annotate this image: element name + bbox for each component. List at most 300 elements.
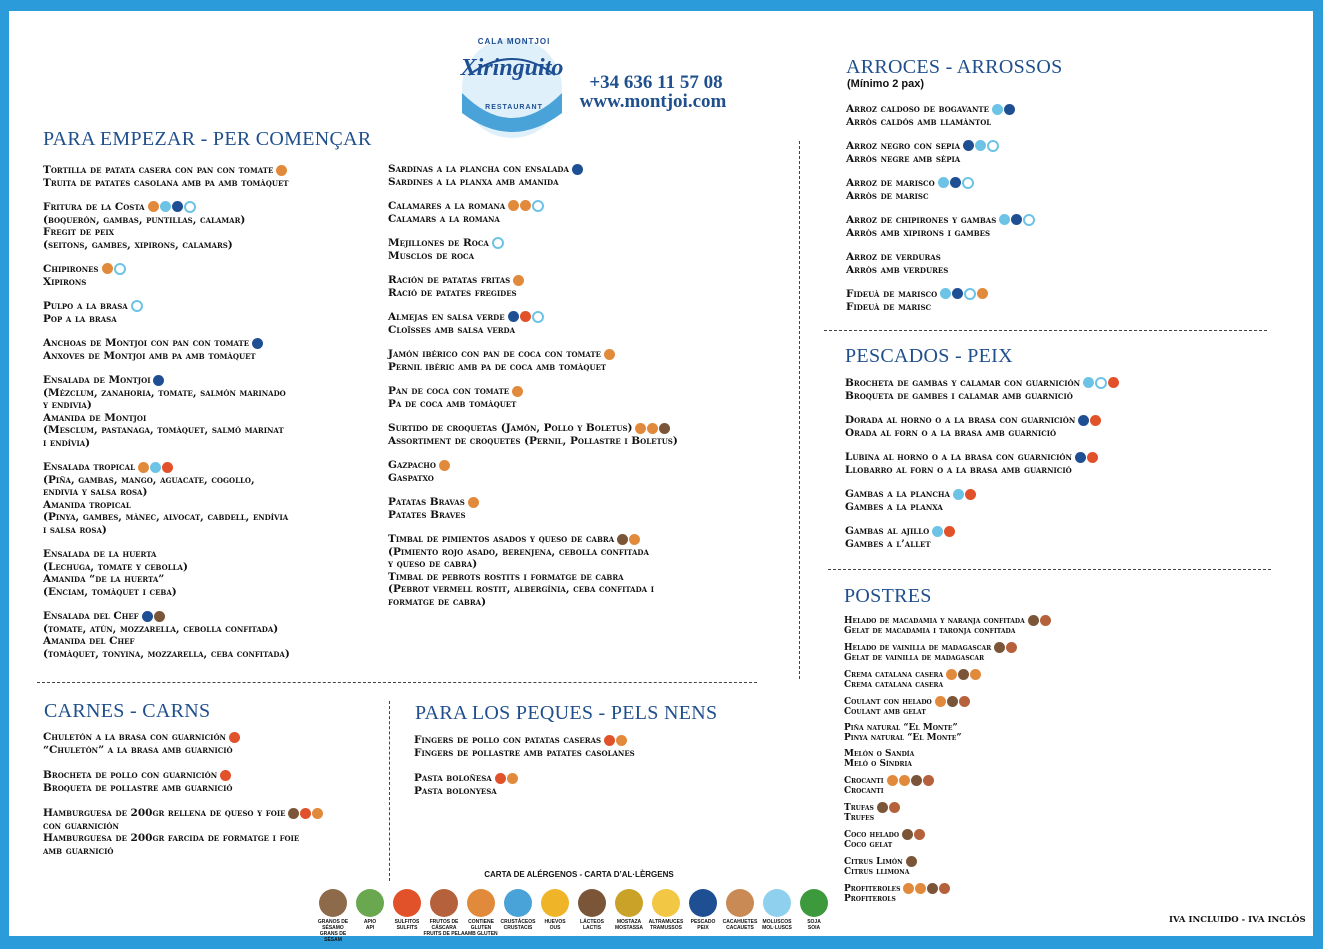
allergen-legend-label-ca: LACTIS xyxy=(582,925,602,931)
menu-item-text: Ensalada de Montjoi xyxy=(43,374,151,386)
menu-item-name xyxy=(388,459,678,472)
allergens-legend xyxy=(311,889,831,943)
section-title-carnes: CARNES - CARNS xyxy=(44,700,211,722)
allergen-icon xyxy=(300,808,311,819)
menu-item-text: Brocheta de pollo con guarnición xyxy=(43,769,218,781)
menu-item xyxy=(43,731,323,756)
logo-top-text: CALA MONTJOI xyxy=(477,37,551,46)
menu-item xyxy=(844,883,1051,904)
allergen-icon xyxy=(288,808,299,819)
menu-item-text: Truita de patates casolana amb pa amb tomàquet xyxy=(43,176,289,189)
allergen-icons xyxy=(877,802,900,813)
menu-item-text: i endívia) xyxy=(43,436,91,449)
logo-name: Xiringuito xyxy=(460,55,564,81)
menu-item-text: Coulant amb gelat xyxy=(844,707,926,717)
allergen-legend-icon xyxy=(541,889,569,917)
menu-item-name xyxy=(414,734,635,747)
allergen-icons xyxy=(153,375,164,386)
menu-item-line xyxy=(43,399,290,412)
menu-item-text: Fideuà de marisc xyxy=(846,300,932,313)
menu-item xyxy=(845,488,1119,513)
allergen-icons xyxy=(902,829,925,840)
allergen-legend-label-ca: CRUSTACIS xyxy=(503,925,533,931)
allergen-icon xyxy=(495,773,506,784)
menu-item-text: formatge de cabra) xyxy=(388,595,487,608)
menu-item-name xyxy=(846,140,1035,153)
menu-item xyxy=(388,385,678,410)
allergen-icons xyxy=(138,462,173,473)
menu-item xyxy=(43,300,290,325)
menu-item-text: Gelat de vainilla de madagascar xyxy=(844,653,985,663)
allergen-legend-label: GRANOS DE SÉSAMO xyxy=(317,919,349,931)
allergen-legend-label-ca: MOL·LUSCS xyxy=(762,925,792,931)
allergen-legend-label: CACAHUETES xyxy=(722,919,758,925)
divider-vertical xyxy=(799,141,800,679)
menu-item xyxy=(388,496,678,521)
allergen-icons xyxy=(938,177,974,189)
allergen-legend-icon xyxy=(504,889,532,917)
menu-item xyxy=(844,615,1051,636)
menu-item xyxy=(845,525,1119,550)
menu-item-line xyxy=(388,558,678,571)
allergen-icons xyxy=(508,200,544,212)
menu-item-name xyxy=(43,731,323,744)
menu-item-line xyxy=(844,840,1051,850)
menu-item-name xyxy=(43,263,290,276)
menu-item-text: Meló o Síndria xyxy=(844,759,912,769)
menu-item xyxy=(388,311,678,336)
menu-item-text: (Piña, gambas, mango, aguacate, cogollo, xyxy=(43,473,255,486)
allergen-icon xyxy=(962,177,974,189)
menu-item xyxy=(846,177,1035,202)
allergen-icon xyxy=(1006,642,1017,653)
menu-item-text: Gaspatxo xyxy=(388,471,434,484)
menu-item-line xyxy=(388,361,678,374)
menu-item-text: Gazpacho xyxy=(388,459,436,471)
menu-item-line xyxy=(43,313,290,326)
menu-item-text: amb guarnició xyxy=(43,844,114,857)
menu-item-name xyxy=(844,829,1051,840)
allergen-icon xyxy=(468,497,479,508)
allergen-icon xyxy=(906,856,917,867)
allergen-icon xyxy=(229,732,240,743)
allergen-icon xyxy=(252,338,263,349)
allergen-icon xyxy=(1004,104,1015,115)
allergen-icons xyxy=(495,773,518,784)
allergen-icon xyxy=(952,288,963,299)
menu-item-name xyxy=(43,610,290,623)
menu-item xyxy=(43,263,290,288)
allergen-icons xyxy=(513,275,524,286)
menu-item-name xyxy=(844,802,1051,813)
menu-item xyxy=(388,533,678,608)
menu-item-line xyxy=(43,239,290,252)
allergen-legend-label: LÁCTEOS xyxy=(580,919,604,925)
menu-item-text: Profiteroles xyxy=(844,884,901,894)
allergen-legend-icon xyxy=(800,889,828,917)
allergen-legend-label-ca: TRAMUSSOS xyxy=(650,925,682,931)
menu-item-text: Ració de patates fregides xyxy=(388,286,517,299)
menu-item-text: Coulant con helado xyxy=(844,697,932,707)
section-title-arroces: ARROCES - ARROSSOS xyxy=(846,56,1063,78)
menu-item-line xyxy=(388,287,678,300)
menu-item xyxy=(844,856,1051,877)
allergen-icon xyxy=(987,140,999,152)
menu-item-name xyxy=(43,374,290,387)
logo xyxy=(449,33,575,143)
menu-item-text: Crema catalana casera xyxy=(844,670,944,680)
menu-item-line xyxy=(388,472,678,485)
allergen-icons xyxy=(604,349,615,360)
menu-item-text: Arroz de chipirones y gambas xyxy=(846,214,997,226)
allergen-icon xyxy=(512,386,523,397)
menu-item-line xyxy=(43,424,290,437)
menu-item-line xyxy=(43,511,290,524)
menu-item-text: Amanida de Montjoi xyxy=(43,411,147,424)
menu-item xyxy=(414,734,635,759)
allergen-icons xyxy=(1075,452,1098,463)
allergen-icons xyxy=(932,526,955,537)
menu-sheet xyxy=(9,11,1313,943)
menu-item-text: y queso de cabra) xyxy=(388,558,478,570)
allergen-icon xyxy=(532,200,544,212)
menu-item-line xyxy=(43,845,323,858)
allergen-icons xyxy=(963,140,999,152)
allergen-icon xyxy=(520,200,531,211)
allergen-icons xyxy=(935,696,970,707)
allergen-icons xyxy=(102,263,126,275)
allergen-icon xyxy=(629,534,640,545)
menu-item-text: Coco helado xyxy=(844,830,900,840)
allergen-legend-label: FRUTOS DE CÁSCARA xyxy=(429,919,459,931)
allergen-legend-icon xyxy=(689,889,717,917)
allergen-icon xyxy=(935,696,946,707)
menu-item-text: Ensalada de la huerta xyxy=(43,548,157,560)
menu-item-text: Chipirones xyxy=(43,263,99,275)
menu-item-name xyxy=(846,214,1035,227)
menu-item-text: con guarnición xyxy=(43,819,119,832)
menu-item-line xyxy=(846,153,1035,166)
menu-item-line xyxy=(845,427,1119,440)
allergen-legend-label: ALTRAMUCES xyxy=(648,919,684,925)
section-title-pescados: PESCADOS - PEIX xyxy=(845,345,1013,367)
allergen-icon xyxy=(970,669,981,680)
menu-item-text: (Pebrot vermell rostit, albergínia, ceba confitada i xyxy=(388,583,655,595)
menu-item-text: Pasta boloñesa xyxy=(414,772,492,784)
menu-item-line xyxy=(43,820,323,833)
allergen-legend-icon xyxy=(726,889,754,917)
allergen-icons xyxy=(1028,615,1051,626)
menu-item-text: Orada al forn o a la brasa amb guarnició xyxy=(845,426,1057,439)
allergen-icons xyxy=(994,642,1017,653)
menu-item-name xyxy=(844,642,1051,653)
allergen-icon xyxy=(958,669,969,680)
menu-item xyxy=(43,610,290,660)
menu-item-name xyxy=(388,200,678,213)
phone: +34 636 11 57 08 xyxy=(589,72,723,93)
allergen-icon xyxy=(992,104,1003,115)
pescados-list xyxy=(845,377,1119,562)
menu-item-line xyxy=(43,486,290,499)
menu-item-text: (Pimiento rojo asado, berenjena, cebolla confitada xyxy=(388,545,649,558)
section-title-postres: POSTRES xyxy=(844,585,932,607)
allergen-icons xyxy=(512,386,523,397)
menu-item-text: Pa de coca amb tomàquet xyxy=(388,397,517,410)
menu-item-name xyxy=(388,422,678,435)
menu-item-text: Broqueta de pollastre amb guarnició xyxy=(43,781,233,794)
divider-vertical-bottom xyxy=(389,701,390,881)
menu-item xyxy=(43,164,290,189)
menu-item-text: Anxoves de Montjoi amb pa amb tomàquet xyxy=(43,349,256,362)
allergen-icon xyxy=(938,177,949,188)
menu-item-text: Chuletón a la brasa con guarnición xyxy=(43,731,226,743)
menu-item xyxy=(43,769,323,794)
allergen-icon xyxy=(604,349,615,360)
menu-item xyxy=(846,251,1035,276)
allergen-legend-label-ca: MOSTASSA xyxy=(615,925,643,931)
menu-item-name xyxy=(388,274,678,287)
menu-item-name xyxy=(844,775,1051,786)
allergen-legend-label-ca: OUS xyxy=(549,925,561,931)
menu-item-text: Anchoas de Montjoi con pan con tomate xyxy=(43,337,250,349)
menu-item-line xyxy=(43,499,290,512)
allergen-icon xyxy=(1040,615,1051,626)
divider-horizontal xyxy=(37,682,757,683)
allergen-icons xyxy=(992,104,1015,115)
menu-item-line xyxy=(844,894,1051,904)
allergen-legend-icon xyxy=(652,889,680,917)
menu-item-text: Timbal de pimientos asados y queso de cabra xyxy=(388,533,615,545)
allergen-icons xyxy=(131,300,143,312)
allergen-icons xyxy=(288,808,323,819)
menu-item-text: Citrus llimona xyxy=(844,867,910,877)
menu-item-text: Gambes a l’allet xyxy=(845,537,931,550)
menu-item-line xyxy=(388,546,678,559)
menu-item-text: Sardines a la planxa amb amanida xyxy=(388,175,559,188)
menu-item xyxy=(844,642,1051,663)
allergen-legend-label-ca: GRANS DE SÈSAM xyxy=(319,931,347,943)
menu-item-name xyxy=(388,348,678,361)
menu-item-text: Pinya natural “El Monte” xyxy=(844,733,962,743)
menu-item-text: Citrus Limón xyxy=(844,857,903,867)
menu-item-text: Fritura de la Costa xyxy=(43,201,145,213)
allergen-legend-icon xyxy=(393,889,421,917)
allergen-icon xyxy=(616,735,627,746)
menu-item-name xyxy=(845,414,1119,427)
menu-item-line xyxy=(844,733,1051,743)
postres-list xyxy=(844,615,1051,910)
allergen-icon xyxy=(1011,214,1022,225)
menu-item-text: Patatas Bravas xyxy=(388,496,465,508)
menu-item-text: Gelat de macadamia i taronja confitada xyxy=(844,626,1016,636)
allergen-legend-label: HUEVOS xyxy=(544,919,566,925)
allergen-icons xyxy=(946,669,981,680)
menu-item-text: Ración de patatas fritas xyxy=(388,274,511,286)
allergen-legend-icon xyxy=(578,889,606,917)
menu-item-line xyxy=(43,474,290,487)
menu-item xyxy=(43,548,290,598)
menu-item-line xyxy=(844,626,1051,636)
allergen-icon xyxy=(131,300,143,312)
allergen-icons xyxy=(604,735,627,746)
allergen-icon xyxy=(877,802,888,813)
menu-item-line xyxy=(43,276,290,289)
allergen-icon xyxy=(915,883,926,894)
menu-item-text: Arròs de marisc xyxy=(846,189,929,202)
menu-item-line xyxy=(388,596,678,609)
menu-item-name xyxy=(43,164,290,177)
menu-item-line xyxy=(388,324,678,337)
allergen-icon xyxy=(276,165,287,176)
menu-item-line xyxy=(846,190,1035,203)
menu-item xyxy=(846,214,1035,239)
allergen-icon xyxy=(635,423,646,434)
allergen-icons xyxy=(953,489,976,500)
menu-item xyxy=(844,723,1051,743)
allergen-legend-item xyxy=(792,889,836,931)
allergen-icon xyxy=(946,669,957,680)
menu-item-name xyxy=(43,201,290,214)
allergen-icons xyxy=(903,883,950,894)
menu-item-line xyxy=(43,832,323,845)
allergen-icon xyxy=(659,423,670,434)
allergen-icon xyxy=(914,829,925,840)
carnes-list xyxy=(43,731,323,870)
menu-item-text: Gambas a la plancha xyxy=(845,488,950,500)
menu-item-text: Xipirons xyxy=(43,275,87,288)
menu-item xyxy=(844,802,1051,823)
menu-item-line xyxy=(43,573,290,586)
menu-item-text: Broqueta de gambes i calamar amb guarnició xyxy=(845,389,1073,402)
divider-pescados xyxy=(828,569,1271,570)
menu-item-line xyxy=(846,301,1035,314)
menu-item-name xyxy=(388,533,678,546)
menu-item-text: Calamars a la romana xyxy=(388,212,500,225)
menu-item-text: Fingers de pollastre amb patates casolanes xyxy=(414,746,635,759)
menu-item-line xyxy=(414,747,635,760)
allergen-icon xyxy=(940,288,951,299)
allergen-icon xyxy=(889,802,900,813)
start-right-list xyxy=(388,163,678,620)
allergen-icon xyxy=(999,214,1010,225)
allergen-icon xyxy=(975,140,986,151)
website-link[interactable]: www.montjoi.com xyxy=(579,91,727,112)
allergen-icons xyxy=(142,611,165,622)
allergen-icon xyxy=(1108,377,1119,388)
menu-item xyxy=(845,414,1119,439)
allergen-icon xyxy=(508,200,519,211)
allergens-title: CARTA DE ALÉRGENOS - CARTA D’AL·LÈRGENS xyxy=(484,870,674,879)
menu-item-text: Trufes xyxy=(844,813,875,823)
menu-item xyxy=(43,201,290,251)
menu-item-text: Timbal de pebrots rostits i formatge de cabra xyxy=(388,570,624,583)
menu-item xyxy=(845,451,1119,476)
menu-item-text: Trufas xyxy=(844,803,874,813)
menu-item xyxy=(846,288,1035,313)
menu-item-text: endivia y salsa rosa) xyxy=(43,486,148,498)
menu-item-text: Pan de coca con tomate xyxy=(388,385,510,397)
allergen-icon xyxy=(1090,415,1101,426)
allergen-icons xyxy=(635,423,670,434)
allergen-icon xyxy=(153,375,164,386)
allergen-icon xyxy=(148,201,159,212)
menu-item-name xyxy=(388,496,678,509)
peques-list xyxy=(414,734,635,810)
section-title-start: PARA EMPEZAR - PER COMENÇAR xyxy=(43,128,372,150)
allergen-icon xyxy=(492,237,504,249)
menu-item-text: Llobarro al forn o a la brasa amb guarnició xyxy=(845,463,1072,476)
menu-item-text: Helado de macadamia y naranja confitada xyxy=(844,616,1025,626)
menu-item-name xyxy=(845,525,1119,538)
allergen-icon xyxy=(911,775,922,786)
menu-item-line xyxy=(844,759,1051,769)
menu-item-text: (tomàquet, tonyina, mozzarella, ceba confitada) xyxy=(43,647,290,660)
allergen-icons xyxy=(148,201,196,213)
menu-item-text: Helado de vainilla de madagascar xyxy=(844,643,992,653)
section-title-peques: PARA LOS PEQUES - PELS NENS xyxy=(415,702,718,724)
menu-item-text: Amanida del Chef xyxy=(43,635,135,647)
menu-item-name xyxy=(846,288,1035,301)
allergen-icon xyxy=(939,883,950,894)
menu-item xyxy=(43,337,290,362)
allergen-icons xyxy=(887,775,934,786)
menu-item-line xyxy=(845,501,1119,514)
allergen-icon xyxy=(1078,415,1089,426)
menu-item-text: Lubina al horno o a la brasa con guarnición xyxy=(845,451,1072,463)
menu-item-line xyxy=(43,524,290,537)
allergen-icons xyxy=(492,237,504,249)
menu-item-text: Pasta bolonyesa xyxy=(414,784,497,797)
menu-item-text: Coco gelat xyxy=(844,840,893,850)
menu-item-line xyxy=(43,226,290,239)
menu-item-line xyxy=(43,623,290,636)
allergen-icon xyxy=(617,534,628,545)
menu-item-text: Crocanti xyxy=(844,776,884,786)
tax-note: IVA INCLUIDO - IVA INCLÒS xyxy=(1169,915,1306,925)
allergen-icon xyxy=(532,311,544,323)
menu-item-text: (boquerón, gambas, puntillas, calamar) xyxy=(43,213,246,226)
menu-item-text: Arroz negro con sepia xyxy=(846,140,961,152)
menu-item-text: Tortilla de patata casera con pan con tomate xyxy=(43,164,274,176)
menu-item-line xyxy=(43,177,290,190)
menu-item-name xyxy=(845,451,1119,464)
allergen-icon xyxy=(1028,615,1039,626)
menu-item-text: Arròs amb verdures xyxy=(846,263,949,276)
menu-item-line xyxy=(844,680,1051,690)
menu-item-name xyxy=(388,311,678,324)
allergen-icon xyxy=(154,611,165,622)
menu-item-name xyxy=(43,337,290,350)
menu-item-text: Hamburguesa de 200gr rellena de queso y foie xyxy=(43,807,286,819)
allergen-icons xyxy=(229,732,240,743)
allergen-legend-label: APIO xyxy=(363,919,377,925)
menu-item-name xyxy=(844,669,1051,680)
menu-item xyxy=(844,696,1051,717)
menu-item-name xyxy=(845,488,1119,501)
menu-item-line xyxy=(846,116,1035,129)
menu-item-line xyxy=(388,176,678,189)
menu-item-line xyxy=(388,213,678,226)
menu-item-name xyxy=(43,548,290,561)
menu-item xyxy=(388,200,678,225)
allergen-legend-icon xyxy=(356,889,384,917)
menu-item-line xyxy=(844,813,1051,823)
allergen-icon xyxy=(887,775,898,786)
allergen-icon xyxy=(953,489,964,500)
allergen-icon xyxy=(944,526,955,537)
menu-item xyxy=(388,348,678,373)
logo-bottom-text: RESTAURANT xyxy=(485,104,543,111)
